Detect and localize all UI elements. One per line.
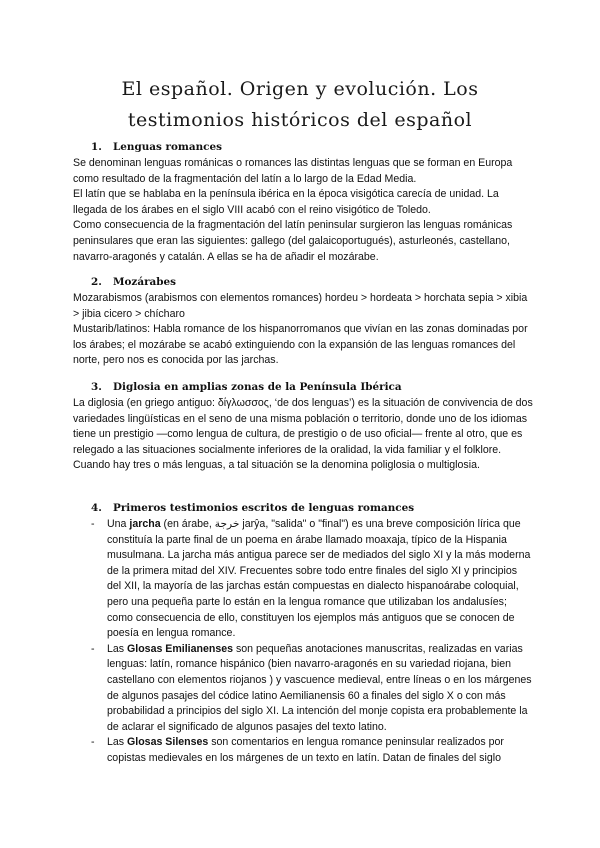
section-title: Diglosia en amplias zonas de la Península Ibérica <box>113 381 402 393</box>
page-title: El español. Origen y evolución. Los testimonios históricos del español <box>121 78 479 131</box>
item-term: Glosas Silenses <box>127 736 209 749</box>
paragraph: La diglosia (en griego antiguo: δίγλωσσος, ‘de dos lenguas’) es la situación de convivencia de dos variedades lingüísticas en el seno de una misma población o territorio, donde uno de los idiomas tiene un prestigio —como lengua de cultura, de prestigio o de uso oficial— frente al otro, que es relegado a las situaciones socialmente inferiores de la oralidad, la vida familiar y el folklore. Cuando hay tres o más lenguas, a tal situación se la denomina poliglosia o multiglosia. <box>73 397 533 472</box>
item-term: Glosas Emilianenses <box>127 642 234 655</box>
section-title: Lenguas romances <box>113 141 222 153</box>
item-prefix: Una <box>107 518 130 530</box>
item-term: jarcha <box>129 518 161 530</box>
list-item-jarcha <box>73 517 533 642</box>
item-text: (en árabe, خرجة jarŷa, "salida" o "final") es una breve composición lírica que constituía la parte final de un poema en árabe llamado moaxaja, típico de la Hispania musulmana. La jarcha más antigua parece ser de mediados del siglo XI y la más moderna de la primera mitad del XIV. Frecuentes sobre todo entre finales del siglo XI y principios del XII, la mayoría de las jarchas están compuestas en dialecto hispanoárabe coloquial, pero una pequeña parte lo están en la lengua romance que utilizaban los andalusíes; como consecuencia de ello, constituyen los ejemplos más antiguos que se conocen de poesía en lengua romance. <box>107 518 531 640</box>
section-heading <box>73 140 533 154</box>
list-item-glosas-emilianenses <box>73 642 533 736</box>
section-number: 2. <box>91 276 102 288</box>
section-heading <box>73 275 533 289</box>
bullet-dash: - <box>91 642 95 655</box>
section-primeros-testimonios <box>73 501 533 767</box>
item-prefix: Las <box>107 736 128 749</box>
section-title: Mozárabes <box>113 276 176 288</box>
list-item-glosas-silenses <box>73 735 533 766</box>
section-number: 3. <box>91 381 102 393</box>
paragraph: Mozarabismos (arabismos con elementos romances) hordeu > hordeata > horchata sepia > xibia > jibia cicero > chícharo <box>73 292 528 320</box>
item-text: son comentarios en lengua romance peninsular realizados por copistas medievales en los márgenes de un texto en latín. Datan de finales del siglo <box>107 736 504 764</box>
bullet-dash: - <box>91 518 95 530</box>
paragraph: Como consecuencia de la fragmentación del latín peninsular surgieron las lenguas románicas peninsulares que eran las siguientes: gallego (del galaicoportugués), asturleonés, castellano, navarro-aragonés y catalán. A ellas se ha de añadir el mozárabe. <box>73 219 513 263</box>
bullet-dash: - <box>91 736 95 749</box>
section-diglosia <box>73 380 533 474</box>
item-prefix: Las <box>107 642 128 655</box>
paragraph: Mustarib/latinos: Habla romance de los hispanorromanos que vivían en las zonas dominadas por los árabes; el mozárabe se acabó extinguiendo con la expansión de las lenguas romances del norte, pero nos es conocida por las jarchas. <box>73 323 528 367</box>
section-title: Primeros testimonios escritos de lenguas romances <box>113 502 415 514</box>
section-lenguas-romances <box>73 140 533 265</box>
item-text: son pequeñas anotaciones manuscritas, realizadas en varias lenguas: latín, romance hispánico (bien navarro-aragonés en su variedad riojana, bien castellano con elementos riojanos ) y vascuence medieval, entre líneas o en los márgenes de algunos pasajes del códice latino Aemilianensis 60 a finales del siglo X o con más probabilidad a principios del siglo XI. La intención del monje copista era probablemente la de aclarar el significado de algunos pasajes del texto latino. <box>107 642 532 733</box>
section-heading <box>73 501 533 515</box>
section-number: 4. <box>91 502 102 514</box>
section-heading <box>73 380 533 394</box>
section-number: 1. <box>91 141 102 153</box>
paragraph: Se denominan lenguas románicas o romances las distintas lenguas que se forman en Europa como resultado de la fragmentación del latín a lo largo de la Edad Media. <box>73 157 513 185</box>
paragraph: El latín que se hablaba en la península ibérica en la época visigótica carecía de unidad. La llegada de los árabes en el siglo VIII acabó con el reino visigótico de Toledo. <box>73 188 499 216</box>
section-mozarabes <box>73 275 533 369</box>
bullet-list <box>73 517 533 767</box>
